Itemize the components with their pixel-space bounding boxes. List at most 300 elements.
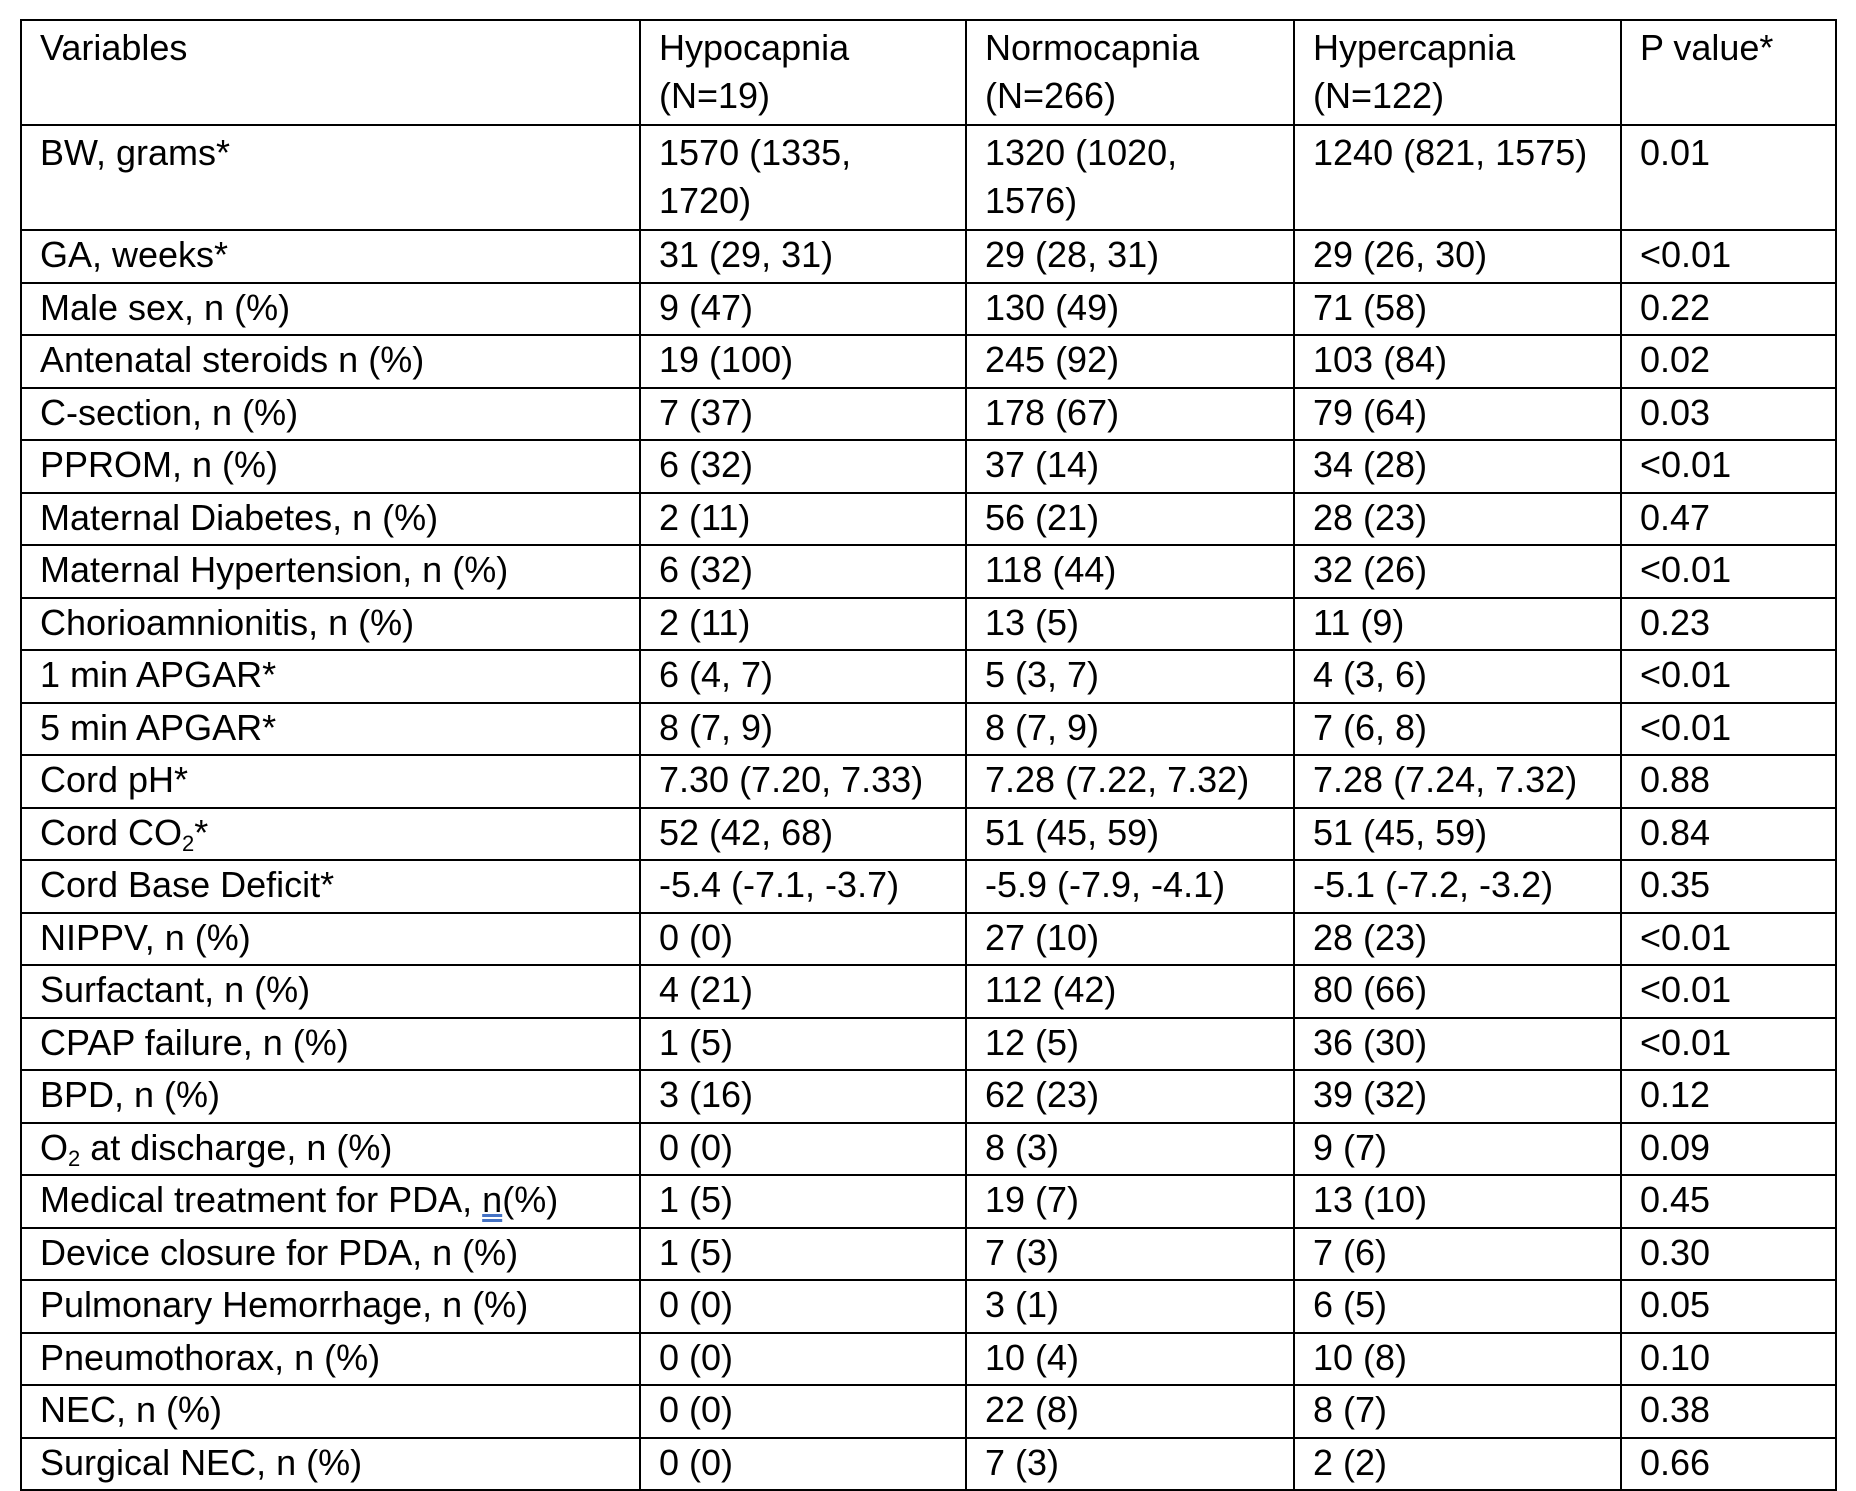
p-value-cell [1621, 965, 1836, 1018]
row-label: Device closure for PDA, n (%) [40, 1231, 519, 1273]
data-table [20, 19, 1837, 1491]
table-row [21, 1175, 1836, 1228]
cell-value: 56 (21) [985, 496, 1100, 538]
p-value-cell [1621, 545, 1836, 598]
value-cell-c2 [966, 1333, 1294, 1386]
row-label-cell [21, 230, 640, 283]
cell-value: 4 (21) [659, 969, 754, 1010]
value-cell-c1 [640, 388, 966, 441]
value-cell-c3 [1294, 1175, 1621, 1228]
row-label: C-section, n (%) [40, 391, 299, 433]
cell-value: 7.28 (7.22, 7.32) [985, 759, 1250, 800]
value-cell-c1 [640, 283, 966, 336]
p-value-cell [1621, 808, 1836, 861]
header-row [21, 20, 1836, 125]
cell-value: 2 (11) [659, 496, 751, 538]
table-row [21, 1018, 1836, 1071]
table-row [21, 283, 1836, 336]
p-value: 0.84 [1640, 811, 1711, 853]
value-cell-c2 [966, 440, 1294, 493]
table-row [21, 1385, 1836, 1438]
subscript: 2 [68, 1145, 81, 1171]
p-value-cell [1621, 1123, 1836, 1176]
value-cell-c1 [640, 913, 966, 966]
p-value: 0.47 [1640, 496, 1711, 538]
table-row [21, 703, 1836, 756]
p-value-cell [1621, 1280, 1836, 1333]
cell-value: 6 (32) [659, 444, 754, 485]
value-cell-c1 [640, 1175, 966, 1228]
header-variables-line1: Variables [40, 27, 188, 68]
spellcheck-underlined-text: n [482, 1179, 503, 1220]
cell-value: 62 (23) [985, 1074, 1100, 1115]
value-cell-c1 [640, 1280, 966, 1333]
row-label [40, 1179, 558, 1220]
value-cell-c2 [966, 598, 1294, 651]
value-cell-c1 [640, 965, 966, 1018]
value-cell-c2 [966, 1018, 1294, 1071]
row-label-cell [21, 1175, 640, 1228]
value-cell-c3 [1294, 703, 1621, 756]
cell-value: 1 (5) [659, 1021, 734, 1063]
cell-value: 19 (7) [985, 1179, 1080, 1220]
value-cell-c3 [1294, 650, 1621, 703]
value-cell-c1 [640, 1385, 966, 1438]
value-cell-c2 [966, 808, 1294, 861]
row-label: BPD, n (%) [40, 1074, 221, 1115]
cell-value: 245 (92) [985, 339, 1120, 380]
cell-value: 112 (42) [985, 969, 1117, 1010]
subscript: 2 [182, 830, 195, 856]
cell-value: 80 (66) [1313, 969, 1428, 1010]
cell-value: 10 (4) [985, 1336, 1080, 1378]
table-row [21, 650, 1836, 703]
value-cell-c2 [966, 1070, 1294, 1123]
value-cell-c3 [1294, 1228, 1621, 1281]
p-value: <0.01 [1640, 234, 1732, 275]
value-cell-c2 [966, 388, 1294, 441]
row-label-part: (%) [502, 1179, 559, 1220]
row-label: PPROM, n (%) [40, 444, 279, 485]
value-cell-c2 [966, 1438, 1294, 1491]
row-label: Maternal Diabetes, n (%) [40, 496, 439, 538]
cell-value: 130 (49) [985, 286, 1120, 328]
cell-value: 51 (45, 59) [985, 811, 1160, 853]
p-value: 0.23 [1640, 601, 1711, 643]
cell-value: 178 (67) [985, 391, 1120, 433]
cell-value: 1 (5) [659, 1231, 734, 1273]
value-cell-c3 [1294, 1385, 1621, 1438]
value-cell-c3 [1294, 1018, 1621, 1071]
value-cell-c3 [1294, 1333, 1621, 1386]
row-label-cell [21, 1438, 640, 1491]
value-cell-c1 [640, 545, 966, 598]
row-label-cell [21, 1123, 640, 1176]
cell-value: 37 (14) [985, 444, 1100, 485]
row-label-cell [21, 283, 640, 336]
row-label: GA, weeks* [40, 234, 229, 275]
value-cell-c3 [1294, 1438, 1621, 1491]
header-hypocapnia [640, 20, 966, 125]
cell-value: 71 (58) [1313, 286, 1428, 328]
p-value-cell [1621, 598, 1836, 651]
p-value: <0.01 [1640, 916, 1732, 958]
table-row [21, 1070, 1836, 1123]
p-value: <0.01 [1640, 1021, 1732, 1063]
table-row [21, 1333, 1836, 1386]
row-label: Cord pH* [40, 759, 189, 800]
cell-value: 0 (0) [659, 916, 734, 958]
row-label-part: O [40, 1126, 69, 1168]
cell-value: 0 (0) [659, 1389, 734, 1430]
p-value-cell [1621, 1175, 1836, 1228]
p-value-cell [1621, 283, 1836, 336]
row-label: Chorioamnionitis, n (%) [40, 601, 415, 643]
p-value-cell [1621, 1070, 1836, 1123]
cell-value: 8 (7, 9) [659, 706, 774, 748]
header-hypocapnia-n: (N=19) [659, 75, 771, 116]
value-cell-c3 [1294, 808, 1621, 861]
value-cell-c1 [640, 650, 966, 703]
row-label-part: Medical treatment for PDA, [40, 1179, 483, 1220]
p-value-cell [1621, 755, 1836, 808]
value-cell-c2 [966, 1385, 1294, 1438]
p-value-cell [1621, 335, 1836, 388]
value-cell-c2 [966, 1228, 1294, 1281]
row-label-cell [21, 125, 640, 230]
value-cell-c3 [1294, 335, 1621, 388]
p-value: <0.01 [1640, 549, 1732, 590]
cell-value: 118 (44) [985, 549, 1117, 590]
value-cell-c2 [966, 493, 1294, 546]
header-hypercapnia-n: (N=122) [1313, 75, 1445, 116]
row-label-cell [21, 1333, 640, 1386]
p-value-cell [1621, 1228, 1836, 1281]
value-cell-c1 [640, 440, 966, 493]
cell-value: 12 (5) [985, 1021, 1080, 1063]
value-cell-c1 [640, 1333, 966, 1386]
cell-value: 29 (28, 31) [985, 234, 1160, 275]
cell-value: 6 (4, 7) [659, 654, 774, 695]
row-label-cell [21, 493, 640, 546]
cell-value: 36 (30) [1313, 1021, 1428, 1063]
cell-value: 28 (23) [1313, 496, 1428, 538]
cell-value-line: 1570 (1335, [659, 132, 852, 173]
cell-value: 103 (84) [1313, 339, 1448, 380]
cell-value: 6 (32) [659, 549, 754, 590]
table-row [21, 1280, 1836, 1333]
value-cell-c3 [1294, 388, 1621, 441]
value-cell-c1 [640, 493, 966, 546]
value-cell-c1 [640, 1018, 966, 1071]
table-row [21, 1228, 1836, 1281]
value-cell-c3 [1294, 1280, 1621, 1333]
row-label-part: at discharge, n (%) [80, 1126, 393, 1168]
row-label-cell [21, 965, 640, 1018]
cell-value: 3 (1) [985, 1284, 1060, 1325]
value-cell-c1 [640, 1228, 966, 1281]
value-cell-c2 [966, 1123, 1294, 1176]
p-value-cell [1621, 913, 1836, 966]
value-cell-c2 [966, 335, 1294, 388]
header-hypercapnia-name: Hypercapnia [1313, 27, 1516, 68]
value-cell-c1 [640, 125, 966, 230]
row-label: Cord Base Deficit* [40, 864, 335, 905]
p-value: 0.03 [1640, 391, 1711, 433]
cell-value: 3 (16) [659, 1074, 754, 1115]
cell-value-line: 1320 (1020, [985, 132, 1178, 173]
cell-value: 10 (8) [1313, 1336, 1408, 1378]
cell-value: -5.4 (-7.1, -3.7) [659, 864, 900, 905]
cell-value: 2 (11) [659, 601, 751, 643]
header-normocapnia [966, 20, 1294, 125]
cell-value: 7.28 (7.24, 7.32) [1313, 759, 1578, 800]
table-row [21, 493, 1836, 546]
header-hypercapnia [1294, 20, 1621, 125]
value-cell-c3 [1294, 755, 1621, 808]
cell-value: 11 (9) [1313, 601, 1405, 643]
value-cell-c1 [640, 755, 966, 808]
row-label-cell [21, 1280, 640, 1333]
table-row [21, 1123, 1836, 1176]
header-p-value [1621, 20, 1836, 125]
cell-value: 7 (3) [985, 1441, 1060, 1483]
row-label: 5 min APGAR* [40, 706, 277, 748]
cell-value-line: 1576) [985, 180, 1078, 221]
p-value-cell [1621, 493, 1836, 546]
value-cell-c3 [1294, 1123, 1621, 1176]
row-label-part: * [194, 811, 209, 853]
p-value-cell [1621, 1018, 1836, 1071]
row-label: Male sex, n (%) [40, 286, 291, 328]
value-cell-c2 [966, 860, 1294, 913]
p-value: 0.66 [1640, 1441, 1711, 1483]
row-label-part: Cord CO [40, 811, 183, 853]
table-row [21, 755, 1836, 808]
value-cell-c3 [1294, 125, 1621, 230]
p-value: 0.02 [1640, 339, 1711, 380]
row-label: Pulmonary Hemorrhage, n (%) [40, 1284, 529, 1325]
header-hypocapnia-name: Hypocapnia [659, 27, 850, 68]
p-value-cell [1621, 388, 1836, 441]
p-value: 0.22 [1640, 286, 1711, 328]
p-value: <0.01 [1640, 444, 1732, 485]
value-cell-c3 [1294, 965, 1621, 1018]
table-row [21, 440, 1836, 493]
value-cell-c3 [1294, 1070, 1621, 1123]
row-label-cell [21, 598, 640, 651]
value-cell-c1 [640, 230, 966, 283]
value-cell-c3 [1294, 230, 1621, 283]
cell-value: 51 (45, 59) [1313, 811, 1488, 853]
p-value-cell [1621, 860, 1836, 913]
row-label-cell [21, 1385, 640, 1438]
table-row [21, 125, 1836, 230]
cell-value: 1 (5) [659, 1179, 734, 1220]
p-value: 0.10 [1640, 1336, 1711, 1378]
table-body [21, 20, 1836, 1490]
cell-value: 5 (3, 7) [985, 654, 1100, 695]
value-cell-c3 [1294, 283, 1621, 336]
cell-value: 6 (5) [1313, 1284, 1388, 1325]
header-variables [21, 20, 640, 125]
cell-value: 0 (0) [659, 1284, 734, 1325]
cell-value: 7.30 (7.20, 7.33) [659, 759, 924, 800]
cell-value: 32 (26) [1313, 549, 1428, 590]
row-label-cell [21, 650, 640, 703]
cell-value: 22 (8) [985, 1389, 1080, 1430]
p-value: 0.35 [1640, 864, 1711, 905]
cell-value: 52 (42, 68) [659, 811, 834, 853]
value-cell-c3 [1294, 545, 1621, 598]
row-label-cell [21, 755, 640, 808]
value-cell-c3 [1294, 440, 1621, 493]
row-label: NIPPV, n (%) [40, 916, 251, 958]
value-cell-c2 [966, 913, 1294, 966]
row-label-cell [21, 703, 640, 756]
row-label-cell [21, 335, 640, 388]
value-cell-c1 [640, 1123, 966, 1176]
row-label-cell [21, 1070, 640, 1123]
table-row [21, 335, 1836, 388]
row-label: CPAP failure, n (%) [40, 1021, 349, 1063]
cell-value: 19 (100) [659, 339, 794, 380]
value-cell-c2 [966, 965, 1294, 1018]
cell-value: 31 (29, 31) [659, 234, 834, 275]
value-cell-c3 [1294, 913, 1621, 966]
cell-value: 7 (6, 8) [1313, 706, 1428, 748]
value-cell-c1 [640, 1070, 966, 1123]
row-label [40, 1126, 393, 1171]
value-cell-c3 [1294, 493, 1621, 546]
p-value: 0.38 [1640, 1389, 1711, 1430]
p-value: 0.01 [1640, 132, 1711, 173]
row-label: BW, grams* [40, 132, 231, 173]
value-cell-c1 [640, 1438, 966, 1491]
row-label-cell [21, 808, 640, 861]
p-value: 0.88 [1640, 759, 1711, 800]
row-label-cell [21, 1018, 640, 1071]
p-value: 0.05 [1640, 1284, 1711, 1325]
row-label: Antenatal steroids n (%) [40, 339, 425, 380]
cell-value: 13 (10) [1313, 1179, 1428, 1220]
table-row [21, 388, 1836, 441]
p-value-cell [1621, 650, 1836, 703]
row-label: Maternal Hypertension, n (%) [40, 549, 509, 590]
table-row [21, 860, 1836, 913]
cell-value: 8 (3) [985, 1126, 1060, 1168]
cell-value: 0 (0) [659, 1126, 734, 1168]
cell-value: -5.9 (-7.9, -4.1) [985, 864, 1226, 905]
value-cell-c2 [966, 703, 1294, 756]
cell-value: 7 (3) [985, 1231, 1060, 1273]
cell-value: 9 (7) [1313, 1126, 1388, 1168]
value-cell-c1 [640, 808, 966, 861]
value-cell-c2 [966, 125, 1294, 230]
cell-value: 8 (7, 9) [985, 706, 1100, 748]
cell-value: 27 (10) [985, 916, 1100, 958]
row-label-cell [21, 1228, 640, 1281]
row-label-cell [21, 860, 640, 913]
p-value-cell [1621, 1385, 1836, 1438]
p-value: 0.09 [1640, 1126, 1711, 1168]
value-cell-c1 [640, 860, 966, 913]
row-label-cell [21, 913, 640, 966]
header-normocapnia-name: Normocapnia [985, 27, 1200, 68]
cell-value: 0 (0) [659, 1336, 734, 1378]
header-p-value-label: P value* [1640, 27, 1774, 68]
value-cell-c1 [640, 598, 966, 651]
p-value-cell [1621, 125, 1836, 230]
row-label: 1 min APGAR* [40, 654, 277, 695]
table-row [21, 545, 1836, 598]
p-value: <0.01 [1640, 969, 1732, 1010]
row-label: Surgical NEC, n (%) [40, 1441, 363, 1483]
header-normocapnia-n: (N=266) [985, 75, 1117, 116]
row-label: NEC, n (%) [40, 1389, 223, 1430]
cell-value: 29 (26, 30) [1313, 234, 1488, 275]
cell-value-line: 1720) [659, 180, 752, 221]
cell-value: -5.1 (-7.2, -3.2) [1313, 864, 1554, 905]
value-cell-c2 [966, 545, 1294, 598]
table-row [21, 808, 1836, 861]
row-label: Pneumothorax, n (%) [40, 1336, 381, 1378]
row-label-cell [21, 388, 640, 441]
cell-value: 2 (2) [1313, 1441, 1388, 1483]
cell-value: 28 (23) [1313, 916, 1428, 958]
row-label-cell [21, 440, 640, 493]
cell-value: 4 (3, 6) [1313, 654, 1428, 695]
value-cell-c3 [1294, 860, 1621, 913]
p-value-cell [1621, 1438, 1836, 1491]
cell-value: 13 (5) [985, 601, 1080, 643]
value-cell-c2 [966, 230, 1294, 283]
p-value-cell [1621, 1333, 1836, 1386]
value-cell-c2 [966, 755, 1294, 808]
value-cell-c3 [1294, 598, 1621, 651]
row-label-cell [21, 545, 640, 598]
row-label [40, 811, 209, 856]
p-value: 0.45 [1640, 1179, 1711, 1220]
value-cell-c2 [966, 650, 1294, 703]
p-value: 0.12 [1640, 1074, 1711, 1115]
cell-value: 7 (37) [659, 391, 754, 433]
value-cell-c1 [640, 335, 966, 388]
cell-value: 79 (64) [1313, 391, 1428, 433]
value-cell-c2 [966, 1280, 1294, 1333]
row-label: Surfactant, n (%) [40, 969, 311, 1010]
p-value-cell [1621, 230, 1836, 283]
table-row [21, 1438, 1836, 1491]
table-row [21, 598, 1836, 651]
cell-value: 7 (6) [1313, 1231, 1388, 1273]
p-value-cell [1621, 703, 1836, 756]
cell-value: 1240 (821, 1575) [1313, 132, 1588, 173]
table-row [21, 230, 1836, 283]
cell-value: 39 (32) [1313, 1074, 1428, 1115]
value-cell-c2 [966, 1175, 1294, 1228]
cell-value: 34 (28) [1313, 444, 1428, 485]
p-value: <0.01 [1640, 654, 1732, 695]
value-cell-c2 [966, 283, 1294, 336]
p-value-cell [1621, 440, 1836, 493]
cell-value: 8 (7) [1313, 1389, 1388, 1430]
cell-value: 9 (47) [659, 286, 754, 328]
table-row [21, 965, 1836, 1018]
p-value: 0.30 [1640, 1231, 1711, 1273]
table-row [21, 913, 1836, 966]
p-value: <0.01 [1640, 706, 1732, 748]
